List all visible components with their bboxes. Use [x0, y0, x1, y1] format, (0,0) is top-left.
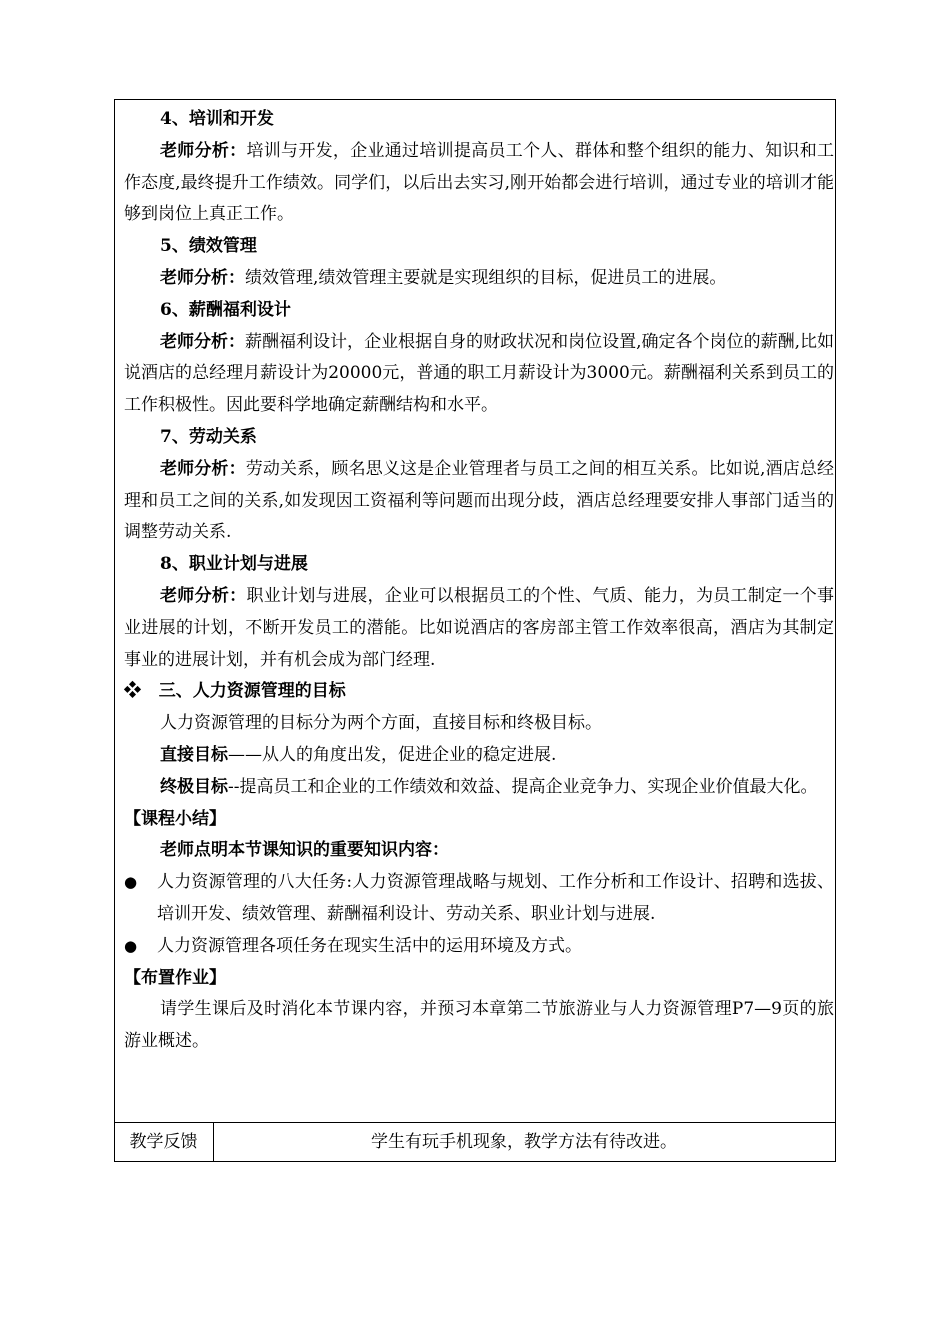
- feedback-row: [114, 1122, 836, 1162]
- ultimate-goal-label: 终极目标: [160, 776, 228, 797]
- summary-heading: 【课程小结】: [124, 808, 226, 829]
- section-5-analysis: [124, 263, 834, 295]
- direct-goal-text: ——从人的角度出发，促进企业的稳定进展.: [228, 744, 557, 765]
- homework-text: 请学生课后及时消化本节课内容，并预习本章第二节旅游业与人力资源管理P7—9页的旅游业概述。: [124, 999, 834, 1052]
- feedback-text: 学生有玩手机现象，教学方法有待改进。: [371, 1132, 677, 1152]
- section-7-title: 7、劳动关系: [160, 426, 257, 447]
- section-7-text: 劳动关系，顾名思义这是企业管理者与员工之间的相互关系。比如说,酒店总经理和员工之间的关系,如发现因工资福利等问题而出现分歧，酒店总经理要安排人事部门适当的调整劳动关系.: [124, 458, 834, 543]
- teacher-analysis-label: 老师分析：: [160, 585, 247, 606]
- teacher-analysis-label: 老师分析：: [160, 458, 246, 479]
- section-6-analysis: [124, 327, 834, 422]
- section-4-text: 培训与开发，企业通过培训提高员工个人、群体和整个组织的能力、知识和工作态度,最终提升工作绩效。同学们，以后出去实习,刚开始都会进行培训，通过专业的培训才能够到岗位上真正工作。: [124, 140, 835, 225]
- summary-bullet-1: [124, 867, 834, 931]
- bullet-icon: ●: [124, 936, 138, 955]
- section-4-analysis: [124, 136, 834, 231]
- summary-bullet-1-text: 人力资源管理的八大任务:人力资源管理战略与规划、工作分析和工作设计、招聘和选拔、培训开发、绩效管理、薪酬福利设计、劳动关系、职业计划与进展.: [157, 872, 834, 924]
- section-6-text: 薪酬福利设计，企业根据自身的财政状况和岗位设置,确定各个岗位的薪酬,比如说酒店的总经理月薪设计为20000元，普通的职工月薪设计为3000元。薪酬福利关系到员工的工作积极性。因此要科学地确定薪酬结构和水平。: [124, 331, 835, 416]
- section-8-title: 8、职业计划与进展: [160, 554, 308, 575]
- section-6-title: 6、薪酬福利设计: [160, 299, 291, 320]
- teacher-analysis-label: 老师分析：: [160, 331, 246, 352]
- section-5-text: 绩效管理,绩效管理主要就是实现组织的目标，促进员工的进展。: [245, 267, 727, 288]
- direct-goal-label: 直接目标: [160, 744, 228, 765]
- section-8-analysis: [124, 581, 834, 676]
- summary-intro: 老师点明本节课知识的重要知识内容：: [160, 840, 449, 861]
- teacher-analysis-label: 老师分析：: [160, 140, 247, 161]
- goals-heading: [124, 676, 834, 708]
- goals-intro: 人力资源管理的目标分为两个方面，直接目标和终极目标。: [160, 713, 602, 734]
- teacher-analysis-label: 老师分析：: [160, 267, 245, 288]
- summary-bullet-2: [124, 931, 834, 963]
- direct-goal: [124, 740, 834, 772]
- ultimate-goal-text: --提高员工和企业的工作绩效和效益、提高企业竞争力、实现企业价值最大化。: [228, 776, 818, 797]
- ultimate-goal: [124, 772, 834, 804]
- section-4-title: 4、培训和开发: [160, 109, 274, 129]
- feedback-label: 教学反馈: [114, 1123, 214, 1162]
- goals-title: 三、人力资源管理的目标: [158, 681, 346, 702]
- lesson-content: [124, 104, 834, 1058]
- bullet-icon: ●: [124, 873, 138, 892]
- homework-heading: 【布置作业】: [124, 967, 226, 988]
- diamond-bullet-icon: ❖: [124, 681, 141, 702]
- section-5-title: 5、绩效管理: [160, 236, 257, 257]
- summary-bullet-2-text: 人力资源管理各项任务在现实生活中的运用环境及方式。: [157, 935, 582, 956]
- section-7-analysis: [124, 454, 834, 549]
- section-8-text: 职业计划与进展，企业可以根据员工的个性、气质、能力，为员工制定一个事业进展的计划，不断开发员工的潜能。比如说酒店的客房部主管工作效率很高，酒店为其制定事业的进展计划，并有机会成为部门经理.: [124, 585, 835, 670]
